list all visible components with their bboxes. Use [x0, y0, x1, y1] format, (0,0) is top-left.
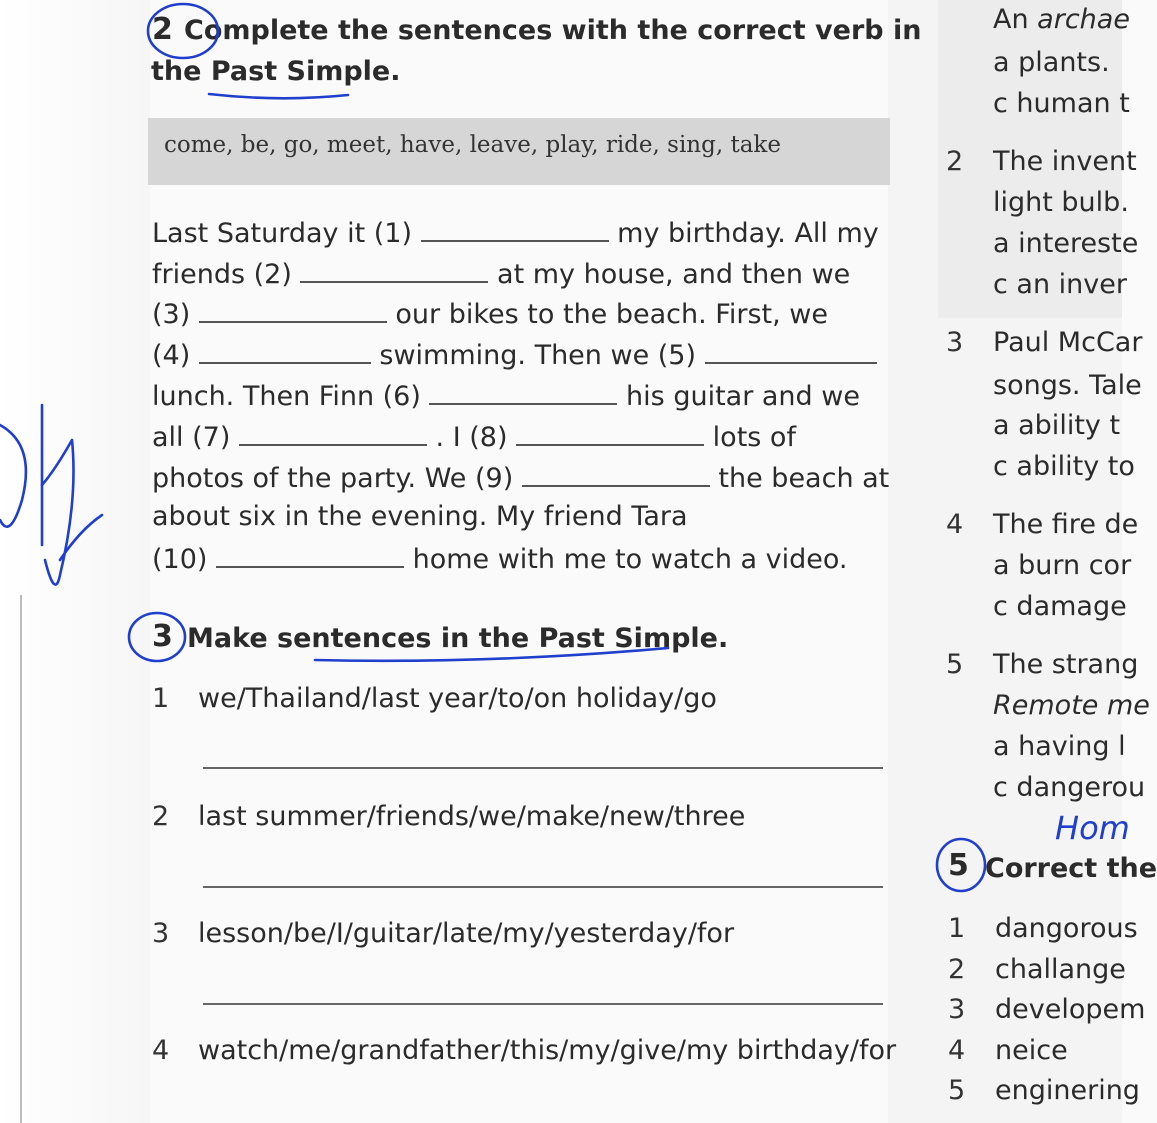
item-number: 5	[948, 1075, 966, 1106]
gap-6-blank[interactable]	[429, 375, 617, 405]
question-line: The strang	[993, 649, 1139, 680]
gap-line-8	[152, 497, 688, 537]
exercise-3-number: 3	[152, 619, 173, 654]
exercise-2-number: 2	[152, 12, 173, 47]
question-line: a having l	[993, 731, 1126, 762]
item-number: 1	[152, 683, 170, 714]
question-line: a ability t	[993, 410, 1121, 441]
gap-line-3	[152, 293, 828, 335]
text: photos of the party. We (9)	[152, 463, 522, 494]
question-line: c an inver	[993, 269, 1127, 300]
question-line: c human t	[993, 88, 1130, 119]
question-line: a burn cor	[993, 550, 1132, 581]
word-box	[148, 118, 890, 185]
gap-line-1	[152, 212, 879, 254]
exercise-2-title-line-1: Complete the sentences with the correct verb in	[184, 15, 922, 46]
text: An	[993, 4, 1038, 35]
item-prompt: watch/me/grandfather/this/my/give/my birthday/for	[198, 1035, 897, 1066]
text: (4)	[152, 340, 199, 371]
answer-line-3[interactable]	[203, 1003, 883, 1005]
text: about six in the evening. My friend Tara	[152, 501, 688, 532]
page-edge-line	[20, 595, 22, 1123]
gap-line-2	[152, 253, 850, 295]
gap-5-blank[interactable]	[705, 334, 877, 364]
question-line	[993, 0, 1130, 40]
exercise-2-title-line-2	[151, 52, 401, 92]
text: his guitar and we	[617, 381, 860, 412]
handwritten-note: Hom	[1055, 809, 1130, 847]
misspelled-word: developem	[995, 994, 1146, 1025]
gap-1-blank[interactable]	[421, 212, 609, 242]
exercise-5-title: Correct the	[985, 853, 1157, 884]
text: at my house, and then we	[488, 259, 851, 290]
exercise-5-number: 5	[948, 848, 969, 883]
item-number: 4	[948, 1035, 966, 1066]
gap-7-blank[interactable]	[239, 416, 427, 446]
page-left-margin	[0, 0, 150, 1123]
text: all (7)	[152, 422, 239, 453]
word-box-text: come, be, go, meet, have, leave, play, ride, sing, take	[164, 132, 781, 158]
text: the beach at	[709, 463, 890, 494]
misspelled-word: neice	[995, 1035, 1068, 1066]
item-prompt: last summer/friends/we/make/new/three	[198, 801, 746, 832]
question-line: c dangerou	[993, 772, 1146, 803]
answer-line-1[interactable]	[203, 767, 883, 769]
question-line: a intereste	[993, 228, 1139, 259]
question-line: c damage	[993, 591, 1127, 622]
item-number: 2	[948, 954, 966, 985]
text: Last Saturday it (1)	[152, 218, 421, 249]
item-number: 3	[152, 918, 170, 949]
question-number: 5	[946, 649, 964, 680]
text: swimming. Then we (5)	[370, 340, 705, 371]
gap-3-blank[interactable]	[199, 293, 387, 323]
title-term: Past Simple.	[210, 56, 401, 87]
gap-line-9	[152, 538, 848, 580]
exercise-3-title: Make sentences in the Past Simple.	[187, 623, 729, 654]
item-number: 4	[152, 1035, 170, 1066]
misspelled-word: dangorous	[995, 913, 1138, 944]
text: . I (8)	[426, 422, 517, 453]
title-prefix: the	[151, 56, 211, 87]
misspelled-word: enginering	[995, 1075, 1140, 1106]
gap-line-4	[152, 334, 877, 376]
gap-line-6	[152, 416, 796, 458]
text: (10)	[152, 544, 217, 575]
question-line: c ability to	[993, 451, 1135, 482]
gap-line-5	[152, 375, 860, 417]
gap-line-7	[152, 457, 889, 499]
question-line: songs. Tale	[993, 370, 1142, 401]
misspelled-word: challange	[995, 954, 1126, 985]
question-number: 4	[946, 509, 964, 540]
underline-past-simple	[209, 94, 348, 98]
question-line: The fire de	[993, 509, 1139, 540]
question-line: Remote me	[993, 690, 1150, 721]
question-line: light bulb.	[993, 187, 1129, 218]
text: lots of	[704, 422, 796, 453]
text: (3)	[152, 299, 199, 330]
question-number: 3	[946, 327, 964, 358]
italic-text: archae	[1037, 4, 1130, 35]
question-line: a plants.	[993, 47, 1110, 78]
gap-8-blank[interactable]	[516, 416, 704, 446]
text: our bikes to the beach. First, we	[386, 299, 828, 330]
gap-2-blank[interactable]	[300, 253, 488, 283]
text: friends (2)	[152, 259, 301, 290]
text: my birthday. All my	[608, 218, 879, 249]
text: home with me to watch a video.	[404, 544, 848, 575]
item-prompt: we/Thailand/last year/to/on holiday/go	[198, 683, 717, 714]
item-number: 3	[948, 994, 966, 1025]
text: lunch. Then Finn (6)	[152, 381, 430, 412]
question-number: 2	[946, 146, 964, 177]
question-line: The invent	[993, 146, 1137, 177]
gap-10-blank[interactable]	[216, 538, 404, 568]
item-prompt: lesson/be/I/guitar/late/my/yesterday/for	[198, 918, 735, 949]
gap-9-blank[interactable]	[522, 457, 710, 487]
item-number: 2	[152, 801, 170, 832]
answer-line-2[interactable]	[203, 886, 883, 888]
item-number: 1	[948, 913, 966, 944]
question-line: Paul McCar	[993, 327, 1143, 358]
gap-4-blank[interactable]	[199, 334, 371, 364]
